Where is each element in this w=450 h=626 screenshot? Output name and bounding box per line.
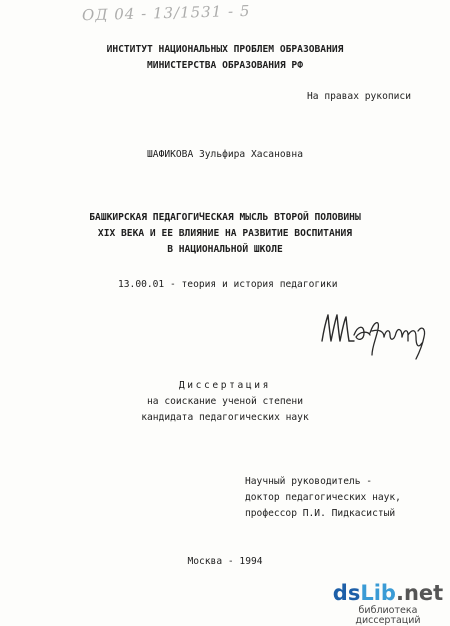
handwritten-catalog-note: ОД 04 - 13/1531 - 5 — [81, 1, 251, 25]
author-signature — [318, 295, 430, 365]
dslib-watermark-link[interactable] — [328, 583, 448, 625]
thesis-title-line-1: БАШКИРСКАЯ ПЕДАГОГИЧЕСКАЯ МЫСЛЬ ВТОРОЙ ПОЛОВИНЫ — [89, 212, 361, 223]
supervisor-name: профессор П.И. Пидкасистый — [245, 508, 396, 519]
degree-line-2: кандидата педагогических наук — [141, 412, 309, 423]
specialty-code: 13.00.01 - теория и история педагогики — [118, 279, 338, 290]
rights-note: На правах рукописи — [307, 91, 411, 102]
institution-line-2: МИНИСТЕРСТВА ОБРАЗОВАНИЯ РФ — [147, 60, 303, 71]
place-and-year: Москва - 1994 — [187, 556, 263, 567]
institution-line-1: ИНСТИТУТ НАЦИОНАЛЬНЫХ ПРОБЛЕМ ОБРАЗОВАНИЯ — [106, 44, 344, 55]
degree-line-1: на соискание ученой степени — [147, 396, 303, 407]
supervisor-degree: доктор педагогических наук, — [245, 492, 401, 503]
thesis-title-line-3: В НАЦИОНАЛЬНОЙ ШКОЛЕ — [167, 244, 283, 255]
dslib-logo: dsLib.net — [332, 581, 444, 605]
dissertation-heading: Диссертация — [178, 380, 272, 391]
thesis-title-line-2: XIX ВЕКА И ЕЕ ВЛИЯНИЕ НА РАЗВИТИЕ ВОСПИТАНИЯ — [97, 228, 353, 239]
author-name: ШАФИКОВА Зульфира Хасановна — [147, 149, 303, 160]
supervisor-label: Научный руководитель - — [245, 476, 373, 487]
dslib-tagline: библиотека диссертаций — [355, 605, 421, 626]
